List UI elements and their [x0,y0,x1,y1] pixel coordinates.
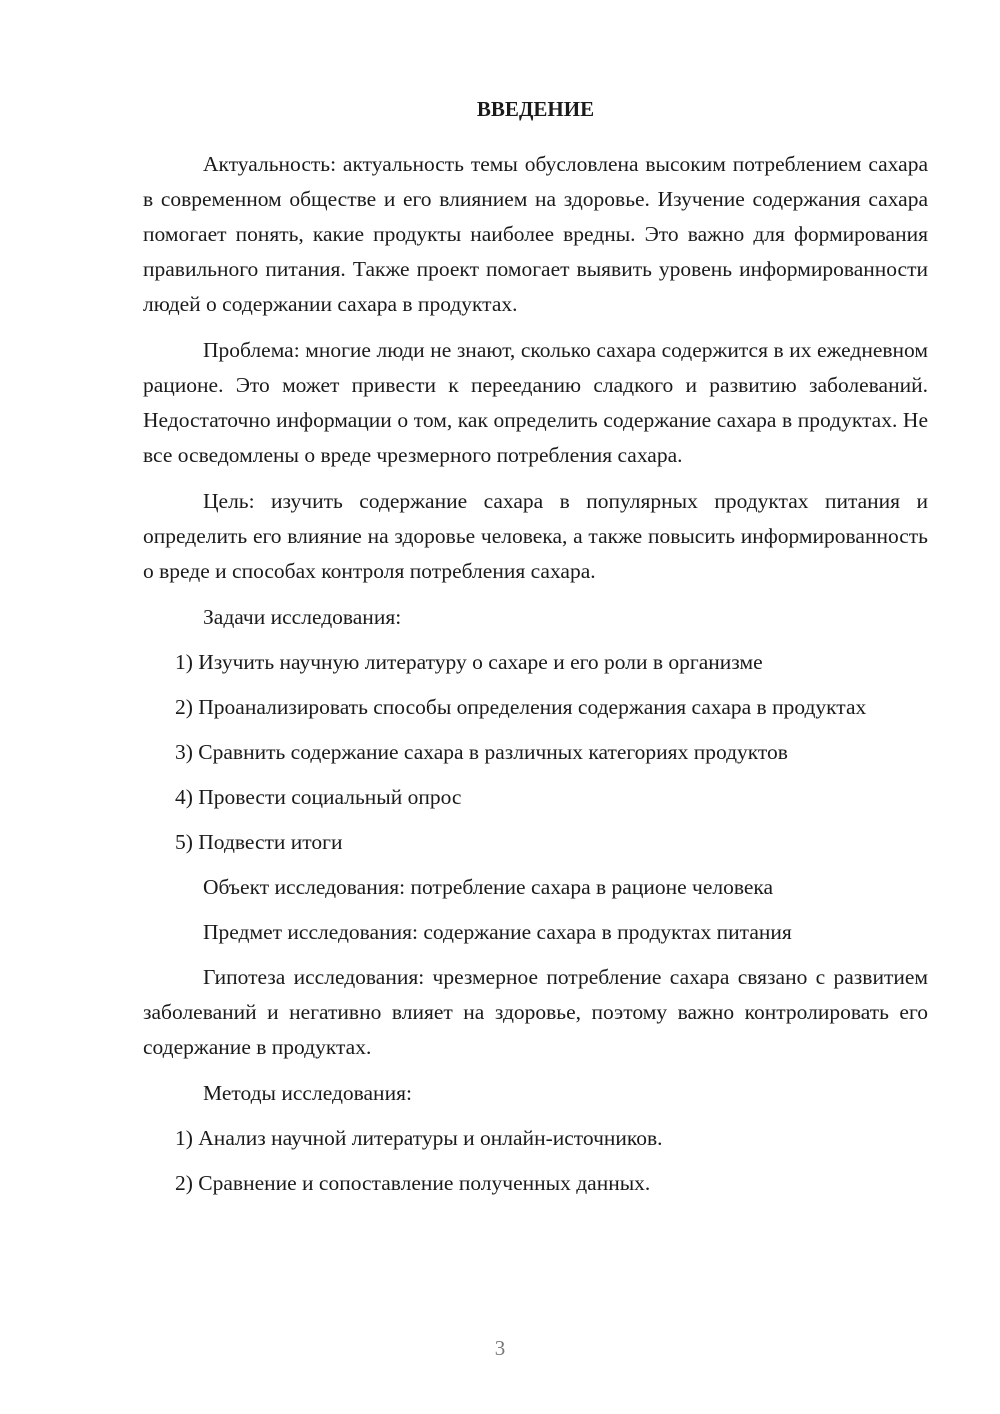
task-item: 2) Проанализировать способы определения содержания сахара в продуктах [175,695,867,719]
hypothesis-paragraph: Гипотеза исследования: чрезмерное потребление сахара связано с развитием заболеваний и негативно влияет на здоровье, поэтому важно контролировать его содержание в продуктах. [143,965,928,1059]
task-item: 5) Подвести итоги [175,830,343,854]
problem-paragraph: Проблема: многие люди не знают, сколько сахара содержится в их ежедневном рационе. Это может привести к перееданию сладкого и развитию заболеваний. Недостаточно информации о том, как определить содержание сахара в продуктах. Не все осведомлены о вреде чрезмерного потребления сахара. [143,338,928,467]
section-title: ВВЕДЕНИЕ [476,97,595,121]
methods-list [143,1121,928,1201]
method-item: 2) Сравнение и сопоставление полученных данных. [175,1171,651,1195]
tasks-list [143,645,928,860]
task-item: 1) Изучить научную литературу о сахаре и его роли в организме [175,650,763,674]
relevance-paragraph: Актуальность: актуальность темы обусловлена высоким потреблением сахара в современном обществе и его влиянием на здоровье. Изучение содержания сахара помогает понять, какие продукты наиболее вредны. Это важно для формирования правильного питания. Также проект помогает выявить уровень информированности людей о содержании сахара в продуктах. [143,152,928,316]
page-content [143,92,928,1211]
method-item: 1) Анализ научной литературы и онлайн-источников. [175,1126,663,1150]
tasks-heading: Задачи исследования: [203,605,402,629]
methods-heading: Методы исследования: [203,1081,412,1105]
object-paragraph: Объект исследования: потребление сахара в рационе человека [203,875,774,899]
task-item: 4) Провести социальный опрос [175,785,462,809]
subject-paragraph: Предмет исследования: содержание сахара в продуктах питания [203,920,792,944]
goal-paragraph: Цель: изучить содержание сахара в популярных продуктах питания и определить его влияние на здоровье человека, а также повысить информированность о вреде и способах контроля потребления сахара. [143,489,928,583]
page-number: 3 [494,1336,506,1360]
task-item: 3) Сравнить содержание сахара в различных категориях продуктов [175,740,788,764]
